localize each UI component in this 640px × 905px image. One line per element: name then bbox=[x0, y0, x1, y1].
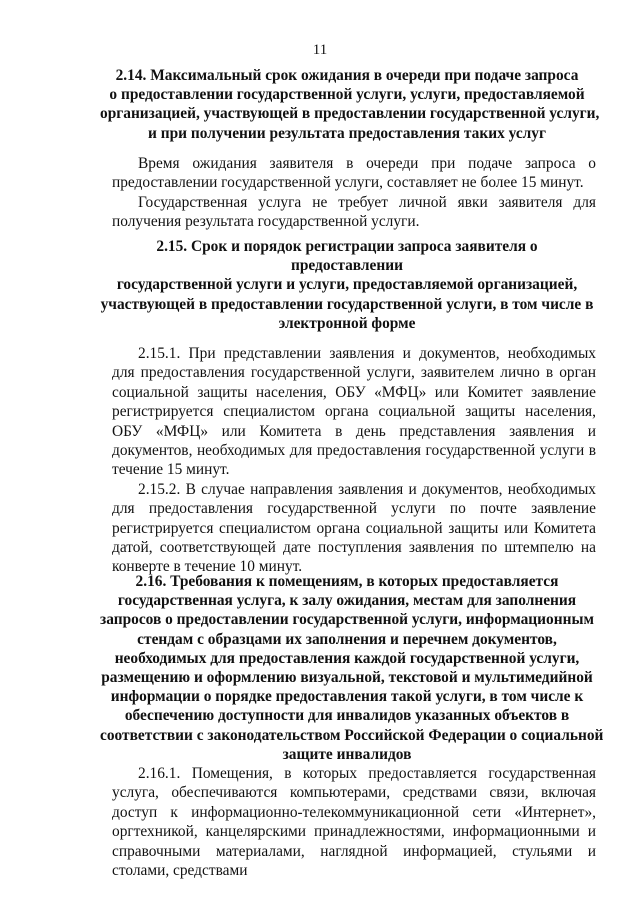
section-2-14-body bbox=[112, 154, 596, 232]
section-2-16-body bbox=[112, 764, 596, 880]
heading-line: предоставлении bbox=[291, 257, 403, 275]
heading-line: 2.16. Требования к помещениям, в которых предоставляется bbox=[135, 573, 559, 590]
heading-line: участвующей в предоставлении государственной услуги, в том числе в bbox=[100, 295, 594, 313]
paragraph: Время ожидания заявителя в очереди при подаче запроса о предоставлении государственной услуги, составляет не более 15 минут. bbox=[112, 155, 596, 192]
heading-line: организацией, участвующей в предоставлении государственной услуги, bbox=[100, 105, 600, 123]
heading-line: государственной услуги и услуги, предоставляемой организацией, bbox=[116, 276, 578, 294]
section-2-15-body bbox=[112, 344, 596, 577]
paragraph: 2.15.2. В случае направления заявления и документов, необходимых для предоставления государственной услуги по почте заявление регистрируется специалистом органа социальной защиты или Комитета датой, соответствующей дате поступления заявления по штемпелю на конверте в течение 10 минут. bbox=[112, 480, 596, 576]
heading-line: стендам с образцами их заполнения и перечнем документов, bbox=[137, 630, 557, 648]
heading-line: государственная услуга, к залу ожидания, местам для заполнения bbox=[117, 592, 577, 610]
section-2-16-heading bbox=[100, 572, 604, 764]
heading-line: о предоставлении государственной услуги, услуги, предоставляемой bbox=[109, 86, 585, 104]
section-2-14-heading bbox=[100, 66, 600, 143]
heading-line: соответствии с законодательством Российской Федерации о социальной bbox=[100, 726, 604, 744]
heading-line: запросов о предоставлении государственной услуги, информационным bbox=[100, 611, 594, 629]
heading-line: информации о порядке предоставления такой услуги, в том числе к bbox=[110, 688, 584, 706]
heading-line: и при получении результата предоставления таких услуг bbox=[148, 124, 546, 142]
page-number: 11 bbox=[312, 42, 328, 58]
heading-line: 2.15. Срок и порядок регистрации запроса заявителя о bbox=[156, 238, 538, 255]
heading-line: защите инвалидов bbox=[282, 745, 412, 763]
paragraph: 2.16.1. Помещения, в которых предоставляется государственная услуга, обеспечиваются компьютерами, средствами связи, включая доступ к информационно-телекоммуникационной сети «Интернет», оргтехникой, канцелярскими принадлежностями, информационными и справочными материалами, наглядной информацией, стульями и столами, средствами bbox=[112, 765, 596, 880]
paragraph: 2.15.1. При представлении заявления и документов, необходимых для предоставления государственной услуги, заявителем лично в орган социальной защиты населения, ОБУ «МФЦ» или Комитет заявление регистрируется специалистом органа социальной защиты населения, ОБУ «МФЦ» или Комитета в день представления заявления и документов, необходимых для предоставления государственной услуги в течение 15 минут. bbox=[112, 345, 596, 479]
heading-line: обеспечению доступности для инвалидов указанных объектов в bbox=[124, 707, 570, 725]
section-2-15-heading bbox=[100, 237, 594, 333]
heading-line: необходимых для предоставления каждой государственной услуги, bbox=[114, 649, 580, 667]
heading-line: размещению и оформлению визуальной, текстовой и мультимедийной bbox=[101, 669, 593, 687]
heading-line: 2.14. Максимальный срок ожидания в очереди при подаче запроса bbox=[115, 67, 579, 84]
heading-line: электронной форме bbox=[278, 314, 416, 332]
paragraph: Государственная услуга не требует личной явки заявителя для получения результата государственной услуги. bbox=[112, 193, 596, 231]
